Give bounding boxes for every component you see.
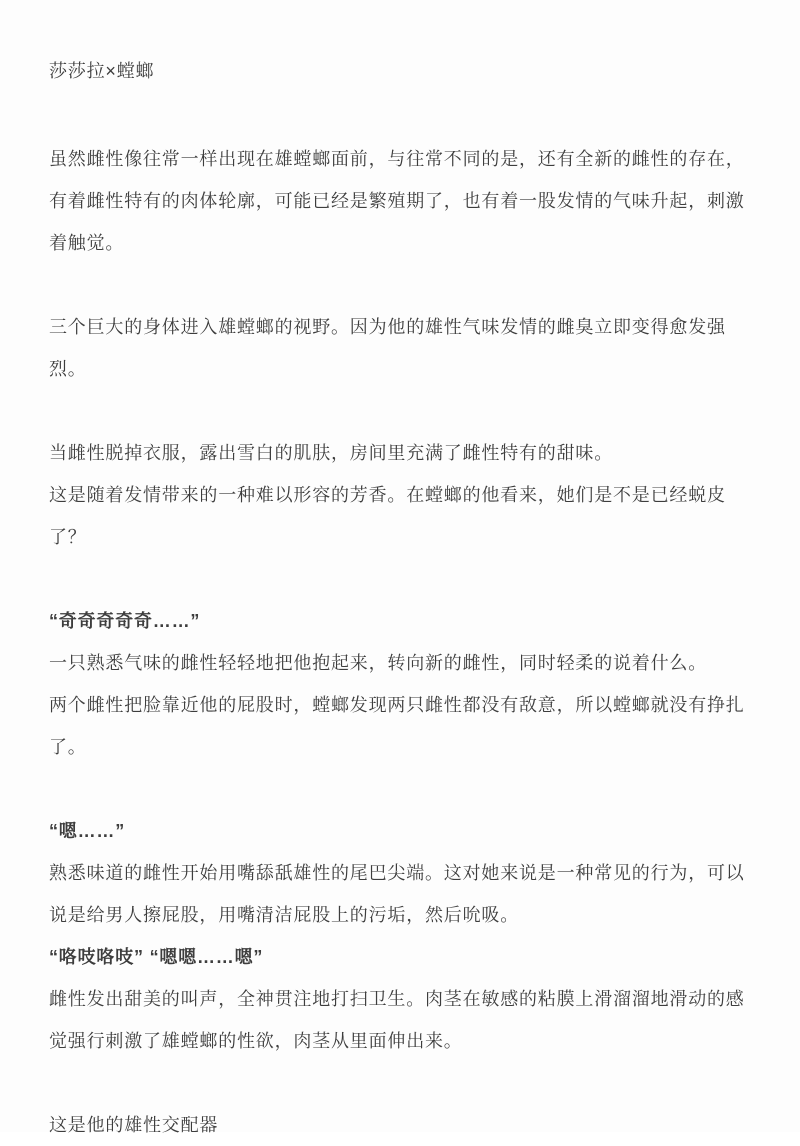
dialogue-line-3: “咯吱咯吱” “嗯嗯……嗯” <box>49 947 264 967</box>
story-paragraph-3: 当雌性脱掉衣服，露出雪白的肌肤，房间里充满了雌性特有的甜味。 <box>49 443 613 463</box>
story-paragraph-2: 三个巨大的身体进入雄螳螂的视野。因为他的雄性气味发情的雌臭立即变得愈发强烈。 <box>49 317 726 379</box>
story-paragraph-4: 这是随着发情带来的一种难以形容的芳香。在螳螂的他看来，她们是不是已经蜕皮了？ <box>49 485 726 547</box>
story-paragraph-5: 一只熟悉气味的雌性轻轻地把他抱起来，转向新的雌性，同时轻柔的说着什么。 <box>49 653 707 673</box>
dialogue-line-2: “嗯……” <box>49 821 125 841</box>
dialogue-line-1: “奇奇奇奇奇……” <box>49 611 201 631</box>
story-title: 莎莎拉×螳螂 <box>49 61 155 81</box>
story-paragraph-6: 两个雌性把脸靠近他的屁股时，螳螂发现两只雌性都没有敌意，所以螳螂就没有挣扎了。 <box>49 695 745 757</box>
story-paragraph-7: 熟悉味道的雌性开始用嘴舔舐雄性的尾巴尖端。这对她来说是一种常见的行为，可以说是给男人擦屁股，用嘴清洁屁股上的污垢，然后吮吸。 <box>49 863 745 925</box>
story-paragraph-1: 虽然雌性像往常一样出现在雄螳螂面前，与往常不同的是，还有全新的雌性的存在，有着雌性特有的肉体轮廓，可能已经是繁殖期了，也有着一股发情的气味升起，刺激着触觉。 <box>49 149 745 253</box>
story-ending-line: 这是他的雄性交配器 <box>49 1115 219 1135</box>
story-paragraph-8: 雌性发出甜美的叫声，全神贯注地打扫卫生。肉茎在敏感的粘膜上滑溜溜地滑动的感觉强行刺激了雄螳螂的性欲，肉茎从里面伸出来。 <box>49 989 745 1051</box>
